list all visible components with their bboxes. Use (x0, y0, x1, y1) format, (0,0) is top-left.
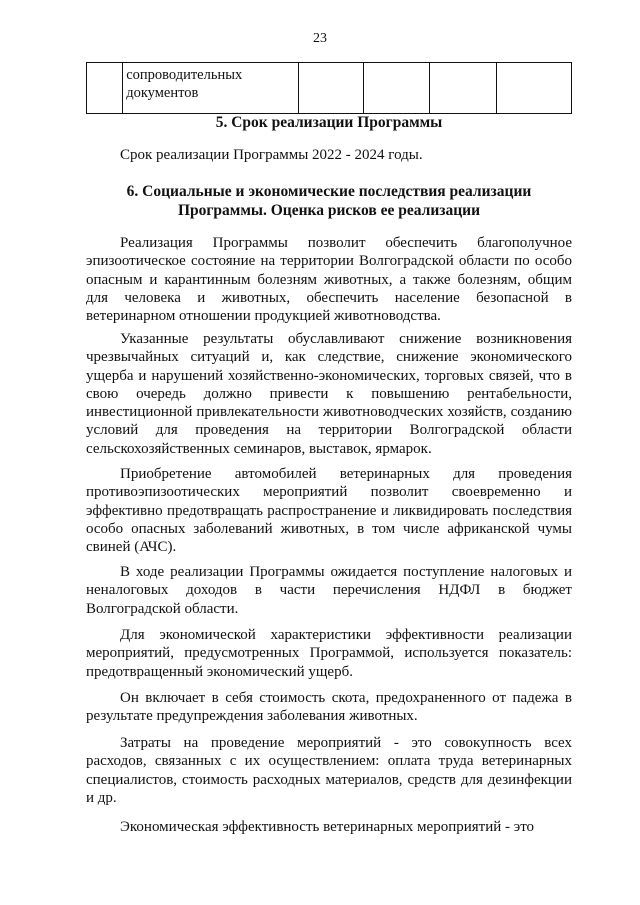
paragraph: Для экономической характеристики эффективности реализации мероприятий, предусмотренных Программой, используется показатель: предотвращенный экономический ущерб. (86, 627, 572, 680)
table-cell (364, 63, 429, 114)
table-cell (429, 63, 496, 114)
page-number: 23 (313, 31, 327, 46)
continued-table (86, 62, 572, 114)
paragraph: Экономическая эффективность ветеринарных мероприятий - это (120, 819, 535, 835)
paragraph: В ходе реализации Программы ожидается поступление налоговых и неналоговых доходов в части перечисления НДФЛ в бюджет Волгоградской области. (86, 564, 572, 617)
section-5-text: Срок реализации Программы 2022 - 2024 годы. (120, 147, 423, 163)
section-6-title: 6. Социальные и экономические последствия реализации Программы. Оценка рисков ее реализации (126, 183, 532, 219)
table-cell-text: сопроводительных документов (123, 63, 299, 114)
table-cell (496, 63, 571, 114)
table-cell (298, 63, 363, 114)
paragraph: Указанные результаты обуславливают снижение возникновения чрезвычайных ситуаций и, как следствие, снижение экономического ущерба и нарушений хозяйственно-экономических, торговых связей, что в свою очередь должно привести к повышению рентабельности, инвестиционной привлекательности животноводческих хозяйств, созданию условий для проведения на территории Волгоградской области сельскохозяйственных семинаров, выставок, ярмарок. (86, 331, 572, 457)
section-5-title: 5. Срок реализации Программы (215, 114, 443, 131)
paragraph: Он включает в себя стоимость скота, предохраненного от падежа в результате предупреждения заболевания животных. (86, 690, 572, 725)
table-row (87, 63, 572, 114)
table-cell (87, 63, 123, 114)
paragraph: Приобретение автомобилей ветеринарных для проведения противоэпизоотических мероприятий позволит своевременно и эффективно предотвращать распространение и ликвидировать последствия особо опасных заболеваний животных, в том числе африканской чумы свиней (АЧС). (86, 466, 572, 556)
paragraph: Реализация Программы позволит обеспечить благополучное эпизоотическое состояние на территории Волгоградской области по особо опасным и карантинным болезням животных, а также болезням, общим для человека и животных, обеспечить население безопасной в ветеринарном отношении продукцией животноводства. (86, 235, 572, 325)
paragraph: Затраты на проведение мероприятий - это совокупность всех расходов, связанных с их осуществлением: оплата труда ветеринарных специалистов, стоимость расходных материалов, средств для дезинфекции и др. (86, 735, 572, 806)
